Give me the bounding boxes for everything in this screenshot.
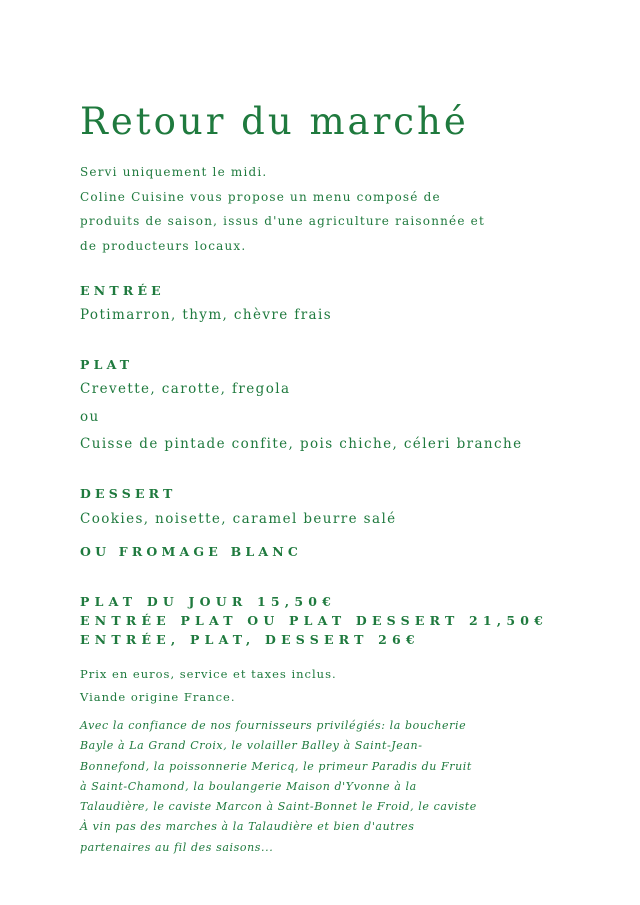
meat-origin-note: Viande origine France.	[80, 690, 236, 704]
dessert-dish: Cookies, noisette, caramel beurre salé	[80, 511, 397, 527]
thanks-line: à Saint-Chamond, la boulangerie Maison d'Yvonne à la	[80, 779, 417, 793]
dessert-heading: DESSERT	[80, 486, 177, 501]
thanks-line: partenaires au fil des saisons...	[80, 840, 274, 854]
plat-or: ou	[80, 409, 100, 425]
menu-title: Retour du marché	[80, 100, 469, 143]
intro-text	[80, 160, 500, 258]
suppliers-thanks	[80, 716, 477, 858]
thanks-line: Avec la confiance de nos fournisseurs privilégiés: la boucherie	[80, 719, 467, 732]
dessert-alternative: OU FROMAGE BLANC	[80, 544, 303, 559]
plat-heading: PLAT	[80, 357, 134, 372]
price-list	[80, 592, 548, 649]
intro-line: de producteurs locaux.	[80, 238, 247, 253]
thanks-line: Talaudière, le caviste Marcon à Saint-Bonnet le Froid, le caviste	[80, 800, 477, 814]
thanks-line: Bonnefond, la poissonnerie Mericq, le primeur Paradis du Fruit	[80, 759, 472, 773]
thanks-line: À vin pas des marches à la Talaudière et bien d'autres	[80, 820, 415, 834]
thanks-line: Bayle à La Grand Croix, le volailler Balley à Saint-Jean-	[80, 739, 423, 753]
price-info-note: Prix en euros, service et taxes inclus.	[80, 667, 337, 681]
price-line: ENTRÉE PLAT OU PLAT DESSERT 21,50€	[80, 613, 549, 628]
entree-dish: Potimarron, thym, chèvre frais	[80, 307, 333, 323]
price-line: PLAT DU JOUR 15,50€	[80, 594, 337, 609]
intro-line: Coline Cuisine vous propose un menu composé de	[80, 189, 441, 204]
price-line: ENTRÉE, PLAT, DESSERT 26€	[80, 632, 420, 647]
intro-line: Servi uniquement le midi.	[80, 165, 268, 179]
plat-dish-1: Crevette, carotte, fregola	[80, 381, 291, 397]
plat-dish-2: Cuisse de pintade confite, pois chiche, céleri branche	[80, 436, 523, 452]
intro-line: produits de saison, issus d'une agriculture raisonnée et	[80, 214, 485, 228]
entree-heading: ENTRÉE	[80, 283, 165, 298]
